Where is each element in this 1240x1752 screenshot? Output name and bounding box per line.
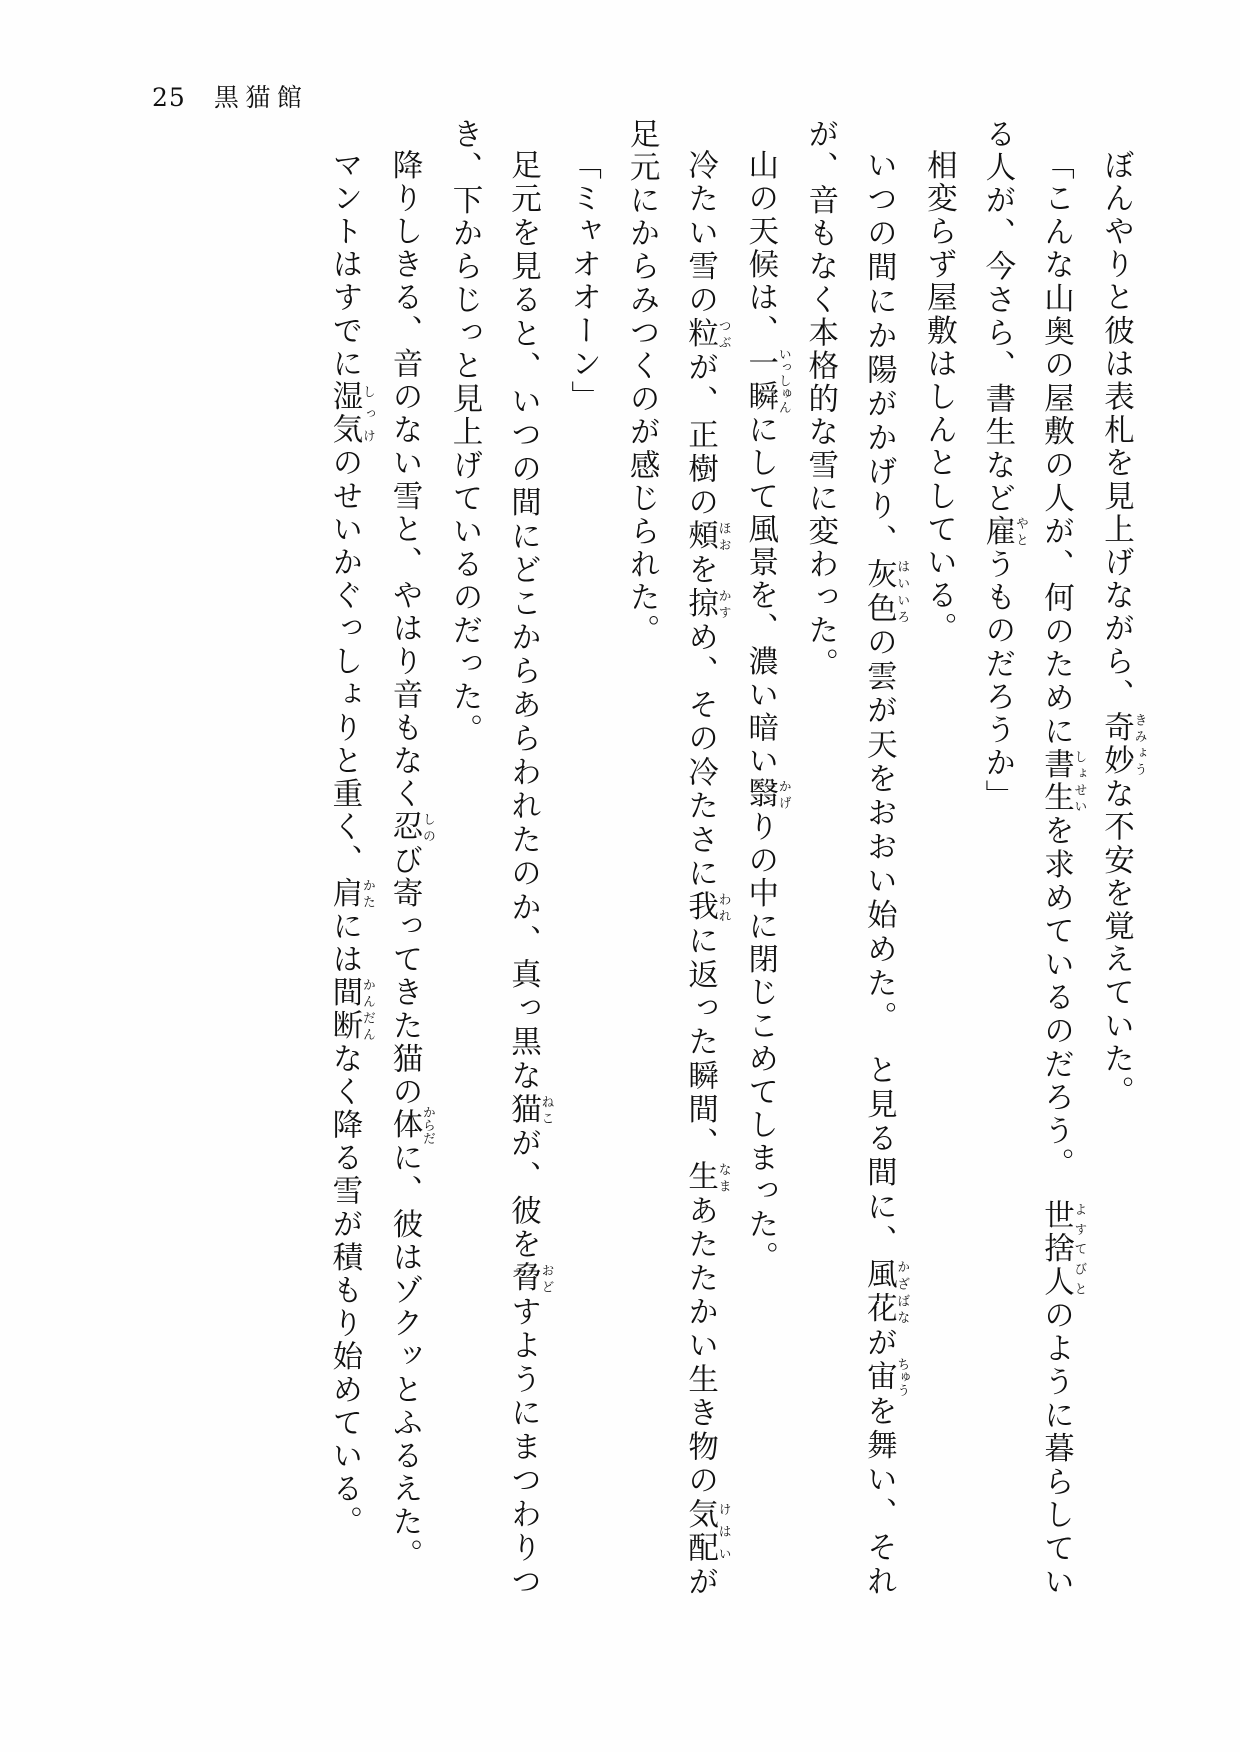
- ruby-term: 猫ねこ: [505, 1092, 554, 1127]
- ruby-term: 生なま: [682, 1160, 731, 1195]
- furigana: なま: [715, 1160, 731, 1194]
- ruby-term: 一瞬いっしゅん: [742, 347, 791, 414]
- furigana: われ: [715, 890, 731, 924]
- furigana: しの: [419, 810, 435, 844]
- furigana: いっしゅん: [775, 347, 791, 414]
- furigana: かざばな: [894, 1258, 910, 1326]
- furigana: きみょう: [1131, 711, 1147, 778]
- furigana: つぶ: [715, 317, 731, 351]
- paragraph: 冷たい雪の粒つぶが、正樹の頰ほおを掠かすめ、その冷たさに我われに返った瞬間、生なまあたたかい生き物の気配けはいが足元にからみつくのが感じられた。: [624, 118, 731, 1599]
- furigana: はいいろ: [894, 557, 910, 625]
- furigana: しょせい: [1071, 747, 1087, 815]
- ruby-term: 翳かげ: [742, 777, 791, 811]
- ruby-term: 体からだ: [386, 1105, 435, 1145]
- furigana: けはい: [715, 1497, 731, 1565]
- paragraph: ぼんやりと彼は表札を見上げながら、奇妙きみょうな不安を覚えていた。: [1098, 148, 1147, 1109]
- furigana: おど: [538, 1261, 554, 1295]
- furigana: ちゅう: [894, 1357, 910, 1397]
- ruby-term: 湿気しっけ: [326, 380, 375, 447]
- ruby-term: 掠かす: [682, 586, 731, 621]
- paragraph-speech: 「ミャオオーン」: [565, 148, 601, 414]
- ruby-term: 灰色はいいろ: [861, 557, 910, 626]
- furigana: かんだん: [359, 975, 375, 1043]
- furigana: ほお: [715, 519, 731, 553]
- ruby-term: 書生しょせい: [1038, 747, 1087, 815]
- paragraph: 足元を見ると、いつの間にどこからあらわれたのか、真っ黒な猫ねこが、彼を脅おどすようにまつわりつき、下からじっと見上げているのだった。: [446, 118, 554, 1599]
- ruby-term: 気配けはい: [682, 1497, 731, 1565]
- chapter-title: 黒猫館: [213, 83, 309, 112]
- furigana: かた: [359, 876, 375, 910]
- furigana: ねこ: [538, 1092, 554, 1126]
- ruby-term: 宙ちゅう: [861, 1357, 910, 1397]
- ruby-term: 脅おど: [505, 1261, 554, 1296]
- furigana: からだ: [419, 1105, 435, 1145]
- paragraph: マントはすでに湿気しっけのせいかぐっしょりと重く、肩かたには間断かんだんなく降る雪が積もり始めている。: [326, 148, 375, 1539]
- ruby-term: 頰ほお: [682, 519, 731, 554]
- ruby-term: 世捨人よすてびと: [1038, 1198, 1087, 1299]
- paragraph: 降りしきる、音のない雪と、やはり音もなく忍しのび寄ってきた猫の体からだに、彼はゾクッとふるえた。: [386, 148, 435, 1572]
- ruby-term: 雇やと: [979, 515, 1028, 549]
- ruby-term: 奇妙きみょう: [1098, 711, 1147, 778]
- paragraph: 相変らず屋敷はしんとしている。: [921, 148, 957, 645]
- page-number: 25: [152, 83, 186, 112]
- vertical-text-body: [96, 118, 1146, 1598]
- paragraph-speech: 「こんな山奥の屋敷の人が、何のために書生しょせいを求めているのだろう。 世捨人よすてびとのように暮らしている人が、今さら、書生など雇やとうものだろうか」: [979, 118, 1087, 1599]
- furigana: かげ: [775, 777, 791, 811]
- ruby-term: 粒つぶ: [682, 317, 731, 351]
- ruby-term: 我われ: [682, 890, 731, 925]
- ruby-term: 風花かざばな: [861, 1258, 910, 1327]
- furigana: しっけ: [359, 380, 375, 447]
- paragraph: いつの間にか陽がかげり、灰色はいいろの雲が天をおおい始めた。 と見る間に、風花かざばなが宙ちゅうを舞い、それが、音もなく本格的な雪に変わった。: [802, 118, 910, 1598]
- ruby-term: 忍しの: [386, 810, 435, 844]
- furigana: かす: [715, 586, 731, 621]
- furigana: よすてびと: [1071, 1198, 1087, 1299]
- ruby-term: 肩かた: [326, 876, 375, 910]
- furigana: やと: [1012, 515, 1028, 549]
- ruby-term: 間断かんだん: [326, 975, 375, 1043]
- running-head: [152, 78, 308, 114]
- paragraph: 山の天候は、一瞬いっしゅんにして風景を、濃い暗い翳かげりの中に閉じこめてしまった。: [742, 148, 791, 1274]
